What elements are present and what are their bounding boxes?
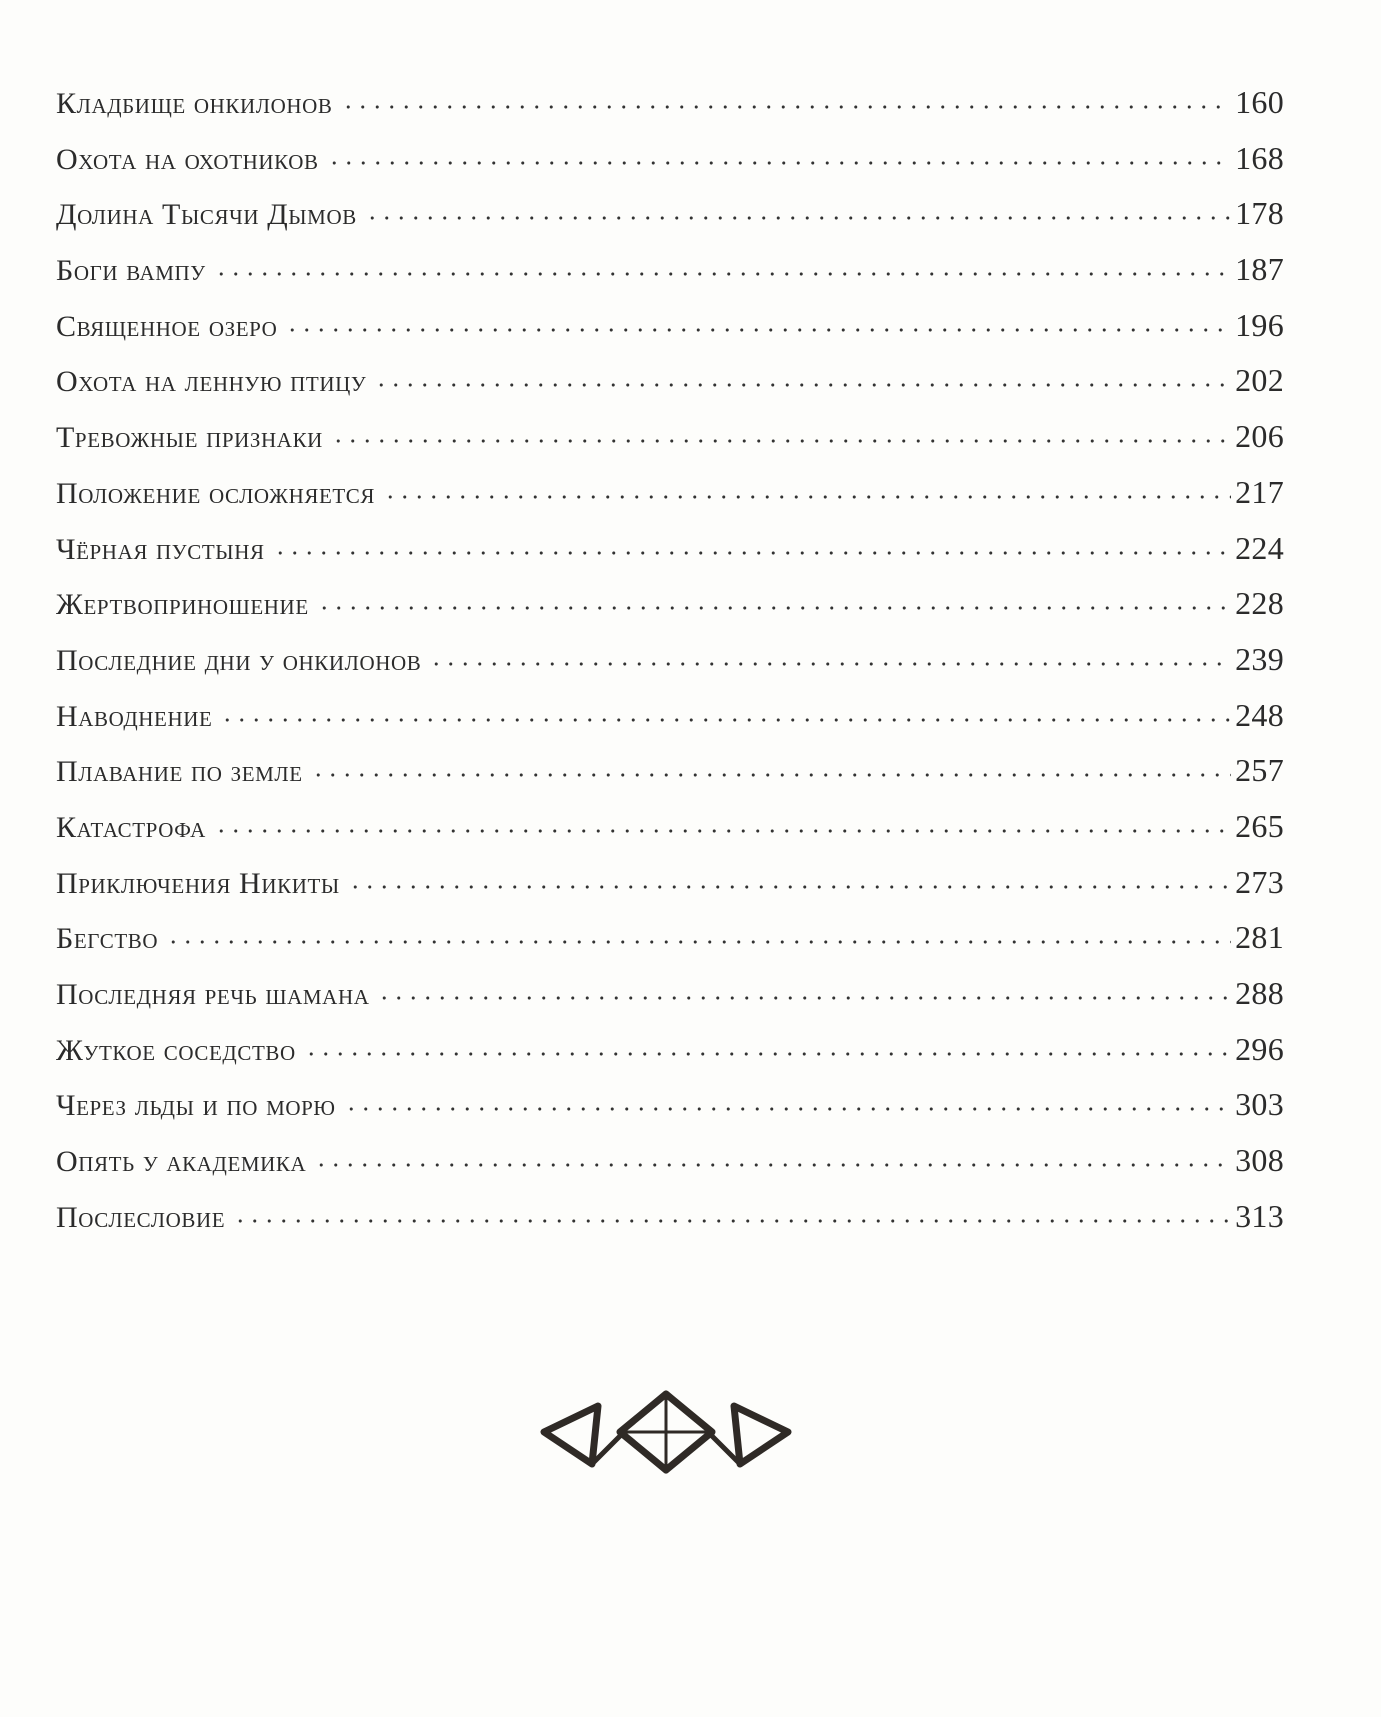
toc-entry-12[interactable] [56,697,1284,753]
toc-dot-leader [327,159,1231,167]
toc-entry-title: Послесловие [56,1200,226,1234]
toc-entry-title: Охота на охотников [56,142,319,176]
toc-entry-page-number: 217 [1235,473,1284,510]
toc-dot-leader [285,326,1231,334]
toc-dot-leader [304,1050,1231,1058]
toc-entry-17[interactable] [56,975,1284,1031]
toc-entry-9[interactable] [56,530,1284,586]
toc-entry-page-number: 308 [1235,1142,1284,1179]
toc-entry-title: Бегство [56,922,159,956]
toc-dot-leader [273,549,1231,557]
toc-entry-title: Плавание по земле [56,755,303,789]
toc-entry-6[interactable] [56,362,1284,418]
toc-entry-title: Последняя речь шамана [56,978,370,1011]
toc-entry-page-number: 303 [1235,1086,1284,1123]
toc-entry-18[interactable] [56,1031,1284,1087]
toc-dot-leader [214,270,1231,278]
toc-dot-leader [374,381,1231,389]
toc-entry-page-number: 296 [1235,1030,1284,1067]
toc-entry-19[interactable] [56,1086,1284,1142]
toc-dot-leader [383,493,1231,501]
toc-entry-title: Тревожные признаки [56,421,323,455]
toc-entry-21[interactable] [56,1198,1284,1254]
toc-entry-page-number: 202 [1235,362,1284,399]
toc-entry-title: Через льды и по морю [56,1089,336,1123]
toc-dot-leader [429,660,1231,668]
toc-entry-page-number: 248 [1235,696,1284,733]
toc-entry-title: Кладбище онкилонов [56,87,333,120]
toc-entry-8[interactable] [56,474,1284,530]
toc-entry-3[interactable] [56,195,1284,251]
toc-entry-title: Чёрная пустыня [56,532,265,566]
toc-entry-title: Долина Тысячи Дымов [56,198,357,232]
triangle-ornament-icon [536,1388,796,1484]
toc-entry-page-number: 273 [1235,863,1284,900]
toc-entry-10[interactable] [56,585,1284,641]
toc-entry-page-number: 206 [1235,418,1284,455]
toc-entry-1[interactable] [56,84,1284,140]
toc-entry-15[interactable] [56,864,1284,920]
toc-entry-title: Жертвоприношение [56,588,309,622]
toc-entry-4[interactable] [56,251,1284,307]
toc-dot-leader [344,1105,1231,1113]
toc-entry-5[interactable] [56,307,1284,363]
toc-entry-page-number: 224 [1235,529,1284,566]
toc-dot-leader [214,827,1231,835]
toc-entry-title: Положение осложняется [56,476,376,510]
toc-entry-title: Опять у академика [56,1145,307,1179]
table-of-contents [56,84,1284,1253]
toc-entry-page-number: 265 [1235,807,1284,844]
toc-entry-title: Боги вампу [56,254,206,288]
toc-dot-leader [233,1217,1231,1225]
toc-dot-leader [377,994,1231,1002]
toc-entry-title: Священное озеро [56,309,278,343]
toc-entry-page-number: 313 [1235,1197,1284,1234]
toc-entry-page-number: 168 [1235,139,1284,176]
toc-entry-page-number: 160 [1235,84,1284,120]
toc-dot-leader [365,214,1231,222]
toc-entry-page-number: 239 [1235,640,1284,677]
toc-entry-title: Жуткое соседство [56,1033,296,1067]
toc-entry-title: Последние дни у онкилонов [56,643,422,677]
toc-entry-page-number: 178 [1235,195,1284,232]
toc-entry-20[interactable] [56,1142,1284,1198]
toc-entry-13[interactable] [56,752,1284,808]
toc-dot-leader [348,883,1231,891]
toc-entry-16[interactable] [56,919,1284,975]
toc-entry-page-number: 187 [1235,251,1284,288]
toc-entry-page-number: 288 [1235,975,1284,1011]
toc-entry-page-number: 257 [1235,752,1284,789]
toc-dot-leader [220,716,1231,724]
toc-entry-14[interactable] [56,808,1284,864]
toc-entry-title: Охота на ленную птицу [56,365,367,399]
toc-dot-leader [341,103,1232,111]
toc-entry-2[interactable] [56,140,1284,196]
toc-dot-leader [314,1161,1231,1169]
toc-entry-title: Катастрофа [56,810,206,844]
toc-entry-page-number: 228 [1235,585,1284,622]
toc-entry-title: Наводнение [56,699,213,733]
toc-entry-11[interactable] [56,641,1284,697]
toc-dot-leader [317,604,1231,612]
toc-entry-page-number: 196 [1235,306,1284,343]
toc-dot-leader [166,938,1231,946]
toc-entry-title: Приключения Никиты [56,866,340,900]
toc-entry-7[interactable] [56,418,1284,474]
toc-entry-page-number: 281 [1235,919,1284,956]
toc-dot-leader [311,771,1231,779]
toc-dot-leader [331,437,1231,445]
